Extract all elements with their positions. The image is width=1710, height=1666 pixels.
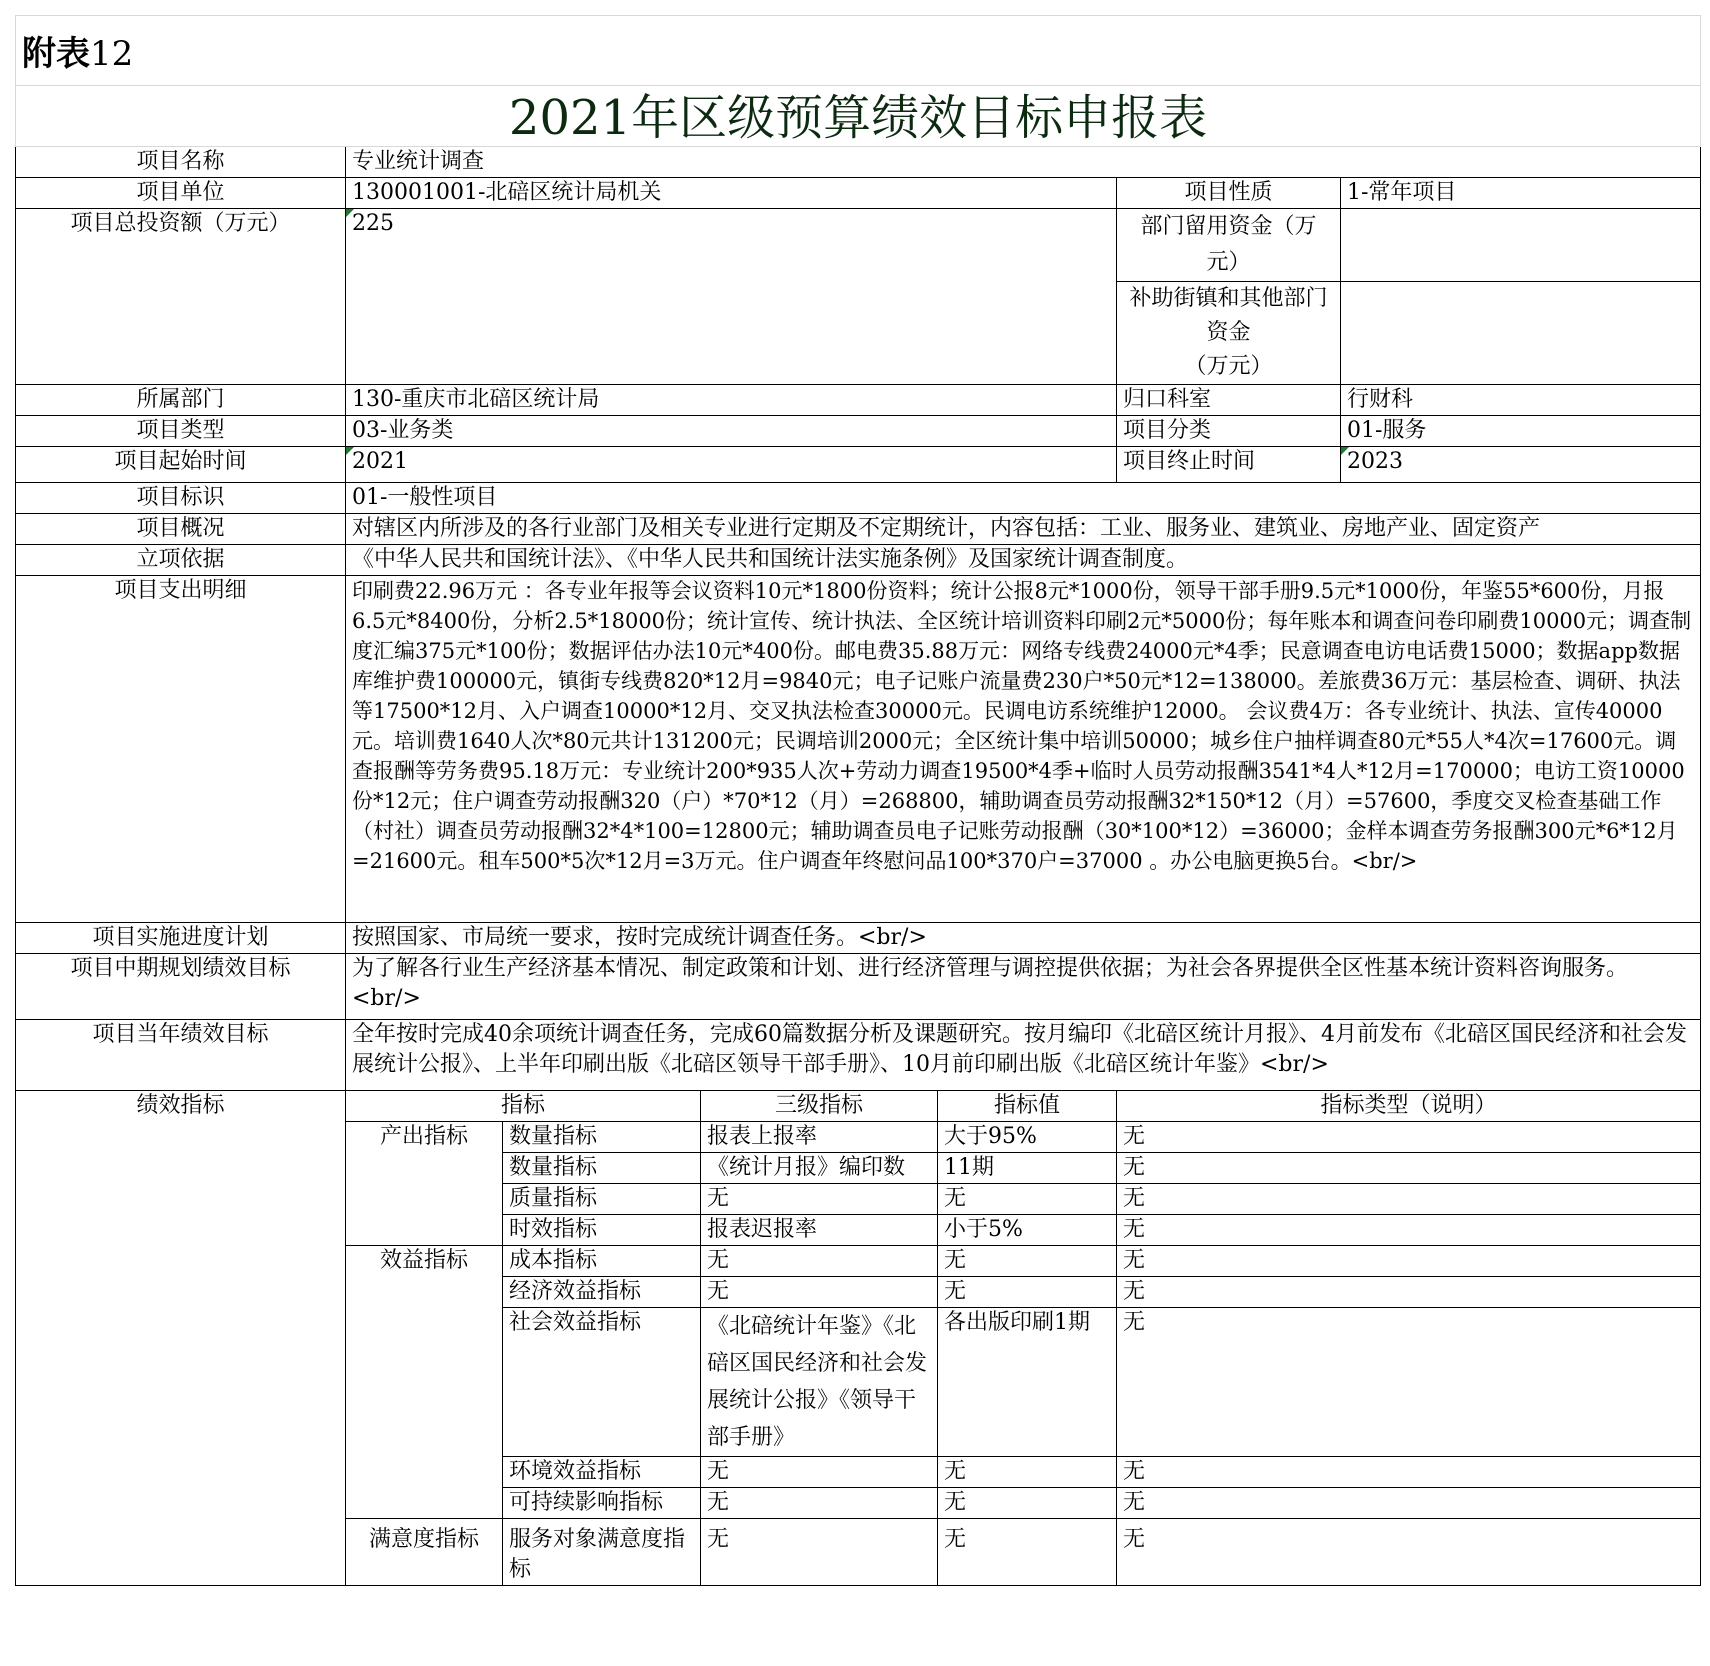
- kpi-level3: 《北碚统计年鉴》《北碚区国民经济和社会发展统计公报》《领导干部手册》: [701, 1308, 938, 1457]
- overview-label: 项目概况: [16, 514, 346, 545]
- kpi-value: 各出版印刷1期: [938, 1308, 1117, 1457]
- kpi-type: 无: [1117, 1153, 1701, 1184]
- category-value: 01-服务: [1341, 416, 1701, 447]
- satisfaction-indicator-label: 满意度指标: [346, 1519, 503, 1586]
- kpi-type: 无: [1117, 1519, 1701, 1586]
- midterm-label: 项目中期规划绩效目标: [16, 954, 346, 1020]
- kpi-level2: 数量指标: [503, 1153, 701, 1184]
- kpi-type: 无: [1117, 1457, 1701, 1488]
- kpi-level2: 服务对象满意度指标: [503, 1519, 701, 1586]
- annual-label: 项目当年绩效目标: [16, 1020, 346, 1091]
- annual-value: 全年按时完成40余项统计调查任务，完成60篇数据分析及课题研究。按月编印《北碚区统计月报》、4月前发布《北碚区国民经济和社会发展统计公报》、上半年印刷出版《北碚区领导干部手册》、10月前印刷出版《北碚区统计年鉴》<br/>: [346, 1020, 1701, 1091]
- kpi-value: 小于5%: [938, 1215, 1117, 1246]
- kpi-level3: 无: [701, 1277, 938, 1308]
- output-indicator-label: 产出指标: [346, 1122, 503, 1246]
- budget-form-table: [15, 15, 1701, 1586]
- kpi-level2: 社会效益指标: [503, 1308, 701, 1457]
- kpi-value: 无: [938, 1457, 1117, 1488]
- kpi-level2: 经济效益指标: [503, 1277, 701, 1308]
- subsidy-label: 补助街镇和其他部门 资金 （万元）: [1117, 282, 1341, 385]
- investment-value: 225: [346, 209, 1117, 385]
- kpi-value: 无: [938, 1246, 1117, 1277]
- end-label: 项目终止时间: [1117, 447, 1341, 483]
- kpi-value: 无: [938, 1488, 1117, 1519]
- kpi-level3: 《统计月报》编印数: [701, 1153, 938, 1184]
- start-value: 2021: [346, 447, 1117, 483]
- kpi-type: 无: [1117, 1122, 1701, 1153]
- mark-value: 01-一般性项目: [346, 483, 1701, 514]
- kpi-type: 无: [1117, 1184, 1701, 1215]
- kpi-type: 无: [1117, 1308, 1701, 1457]
- unit-label: 项目单位: [16, 178, 346, 209]
- nature-value: 1-常年项目: [1341, 178, 1701, 209]
- kpi-header-value: 指标值: [938, 1091, 1117, 1122]
- kpi-level2: 质量指标: [503, 1184, 701, 1215]
- midterm-value: 为了解各行业生产经济基本情况、制定政策和计划、进行经济管理与调控提供依据；为社会各界提供全区性基本统计资料咨询服务。<br/>: [346, 954, 1701, 1020]
- appendix-label: 附表12: [16, 16, 1701, 86]
- nature-label: 项目性质: [1117, 178, 1341, 209]
- subsidy-value: [1341, 282, 1701, 385]
- project-name-label: 项目名称: [16, 147, 346, 178]
- mark-label: 项目标识: [16, 483, 346, 514]
- kpi-type: 无: [1117, 1488, 1701, 1519]
- project-name-value: 专业统计调查: [346, 147, 1701, 178]
- kpi-header-level3: 三级指标: [701, 1091, 938, 1122]
- budget-form-sheet: [15, 15, 1700, 1586]
- kpi-level3: 报表上报率: [701, 1122, 938, 1153]
- kpi-type: 无: [1117, 1246, 1701, 1277]
- detail-value: 印刷费22.96万元 ：各专业年报等会议资料10元*1800份资料；统计公报8元*1000份，领导干部手册9.5元*1000份，年鉴55*600份，月报6.5元*8400份，分析2.5*18000份；统计宣传、统计执法、全区统计培训资料印刷2元*5000份；每年账本和调查问卷印刷费10000元；调查制度汇编375元*100份；数据评估办法10元*400份。邮电费35.88万元：网络专线费24000元*4季；民意调查电访电话费15000；数据app数据库维护费100000元，镇街专线费820*12月=9840元；电子记账户流量费230户*50元*12=138000。差旅费36万元：基层检查、调研、执法等17500*12月、入户调查10000*12月、交叉执法检查30000元。民调电访系统维护12000。 会议费4万：各专业统计、执法、宣传40000元。培训费1640人次*80元共计131200元；民调培训2000元；全区统计集中培训50000；城乡住户抽样调查80元*55人*4次=17600元。调查报酬等劳务费95.18万元：专业统计200*935人次+劳动力调查19500*4季+临时人员劳动报酬3541*4人*12月=170000；电访工资10000份*12元；住户调查劳动报酬320（户）*70*12（月）=268800，辅助调查员劳动报酬32*150*12（月）=57600，季度交叉检查基础工作（村社）调查员劳动报酬32*4*100=12800元；辅助调查员电子记账劳动报酬（30*100*12）=36000；金样本调查劳务报酬300元*6*12月=21600元。租车500*5次*12月=3万元。住户调查年终慰问品100*370户=37000 。办公电脑更换5台。<br/>: [346, 576, 1701, 923]
- kpi-level3: 无: [701, 1246, 938, 1277]
- unit-value: 130001001-北碚区统计局机关: [346, 178, 1117, 209]
- kpi-level3: 无: [701, 1488, 938, 1519]
- kpi-header-indicator: 指标: [346, 1091, 701, 1122]
- type-label: 项目类型: [16, 416, 346, 447]
- category-label: 项目分类: [1117, 416, 1341, 447]
- kpi-level3: 无: [701, 1457, 938, 1488]
- benefit-indicator-label: 效益指标: [346, 1246, 503, 1519]
- kpi-value: 无: [938, 1277, 1117, 1308]
- schedule-value: 按照国家、市局统一要求，按时完成统计调查任务。<br/>: [346, 923, 1701, 954]
- basis-value: 《中华人民共和国统计法》、《中华人民共和国统计法实施条例》及国家统计调查制度。: [346, 545, 1701, 576]
- kpi-type: 无: [1117, 1215, 1701, 1246]
- kpi-type: 无: [1117, 1277, 1701, 1308]
- kpi-level2: 数量指标: [503, 1122, 701, 1153]
- investment-label: 项目总投资额（万元）: [16, 209, 346, 385]
- kpi-section-label: 绩效指标: [16, 1091, 346, 1586]
- dept-label: 所属部门: [16, 385, 346, 416]
- kpi-level2: 时效指标: [503, 1215, 701, 1246]
- kpi-header-type: 指标类型（说明）: [1117, 1091, 1701, 1122]
- kpi-level3: 无: [701, 1519, 938, 1586]
- kpi-level2: 可持续影响指标: [503, 1488, 701, 1519]
- schedule-label: 项目实施进度计划: [16, 923, 346, 954]
- kpi-value: 11期: [938, 1153, 1117, 1184]
- end-value: 2023: [1341, 447, 1701, 483]
- detail-label: 项目支出明细: [16, 576, 346, 923]
- kpi-level2: 环境效益指标: [503, 1457, 701, 1488]
- kpi-level3: 无: [701, 1184, 938, 1215]
- kpi-level2: 成本指标: [503, 1246, 701, 1277]
- basis-label: 立项依据: [16, 545, 346, 576]
- kpi-value: 大于95%: [938, 1122, 1117, 1153]
- kpi-value: 无: [938, 1184, 1117, 1215]
- dept-retain-value: [1341, 209, 1701, 282]
- dept-retain-label: 部门留用资金（万 元）: [1117, 209, 1341, 282]
- office-value: 行财科: [1341, 385, 1701, 416]
- dept-value: 130-重庆市北碚区统计局: [346, 385, 1117, 416]
- start-label: 项目起始时间: [16, 447, 346, 483]
- type-value: 03-业务类: [346, 416, 1117, 447]
- kpi-level3: 报表迟报率: [701, 1215, 938, 1246]
- overview-value: 对辖区内所涉及的各行业部门及相关专业进行定期及不定期统计，内容包括：工业、服务业、建筑业、房地产业、固定资产: [346, 514, 1701, 545]
- kpi-value: 无: [938, 1519, 1117, 1586]
- office-label: 归口科室: [1117, 385, 1341, 416]
- form-title: 2021年区级预算绩效目标申报表: [16, 86, 1701, 147]
